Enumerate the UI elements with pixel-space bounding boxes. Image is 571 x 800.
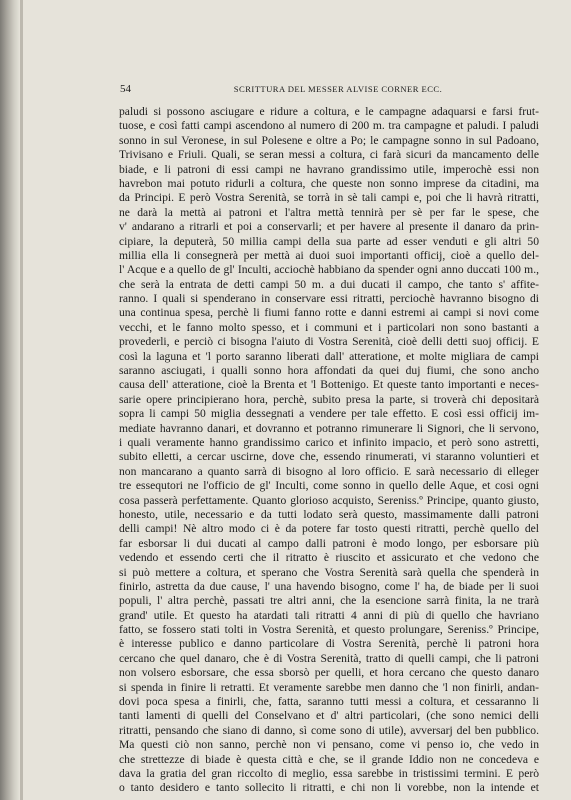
text-line: ne darà la mettà ai patroni et l'altra mettà tennirà per sè per far le spese, che [119,205,539,219]
text-line: vecchi, et le fanno molto spesso, et i communi et i particolari non sono bastanti a [119,320,539,334]
text-line: causa dell' atteratione, cioè la Brenta et 'l Bottenigo. Et queste tanto importanti e neces- [119,378,539,392]
text-line: o tanto desidero e tanto sollecito li ritratti, e chi non li vorebbe, non la intende et [119,781,539,795]
running-title: SCRITTURA DEL MESSER ALVISE CORNER ECC. [233,84,443,94]
text-line: dovi poca spesa a finirli, che, fatta, saranno tutti messi a coltura, et cessaranno li [119,695,539,709]
text-line: ranno. I quali si spenderano in conservare essi ritratti, perciochè havranno bisogno di [119,292,539,306]
text-line: cosa passerà perfettamente. Quanto glorioso acquisto, Sereniss.º Principe, quanto giusto, [119,493,539,507]
text-line: far esborsar li dui ducati al campo dalli patroni è modo longo, per esborsare più [119,536,539,550]
text-line: una continua spesa, perchè li fiumi fanno rotte e danni estremi ai campi si novi come [119,306,539,320]
text-line: populi, l' altra perchè, passati tre altri anni, che la esencione sarrà finita, la ne trarà [119,594,539,608]
text-line: si può mettere a coltura, et sperano che Vostra Serenità sarà quella che spenderà in [119,565,539,579]
text-line: havrebon mai potuto ridurli a coltura, che queste non sonno imprese da citadini, ma [119,176,539,190]
text-line: non mancarano a quanto sarrà di bisogno al loro officio. E sarà necessario di elleger [119,464,539,478]
text-line: cercano che quel danaro, che è di Vostra Serenità, tratto di quelli campi, che li patroni [119,651,539,665]
text-line: ritratti, pensando che siano di danno, sì come sono di utile), avversarj del ben pubblico. [119,723,539,737]
text-line: v' andarano a ritrarli et poi a conservarli; et per havere al presente il danaro da prin- [119,220,539,234]
text-line: provederli, e perciò ci bisogna l'aiuto di Vostra Serenità, cioè delli detti suoj officij. E [119,335,539,349]
text-line: vedendo et essendo certi che il ritratto è riuscito et assicurato et che vedono che [119,551,539,565]
text-line: mediate havranno danari, et dovranno et potranno rimunerare li Signori, che li servono, [119,421,539,435]
page-number: 54 [120,83,131,95]
text-line: cipiare, la deputerà, 50 millia campi della sua parte ad esser venduti e gli altri 50 [119,234,539,248]
text-line: sopra li campi 50 miglia dessegnati a vendere per tale effetto. E così essi officij im- [119,407,539,421]
text-line: tanti lamenti di quelli del Conselvano et d' altri particolari, (che sono nemici delli [119,709,539,723]
text-line: dava la gratia del gran riccolto di meglio, essa sarebbe in tristissimi termini. E però [119,766,539,780]
page-edge [20,0,23,800]
text-line: così la laguna et 'l porto saranno liberati dall' atteratione, et molte migliara de campi [119,349,539,363]
text-line: honesto, utile, necessario e da tutti lodato serà questo, massimamente dalli patroni [119,507,539,521]
text-line: millia ella li consegnerà per mettà ai duoi suoi importanti officij, cioè a quello del- [119,248,539,262]
text-line: si spenda in finire li retratti. Et veramente sarebbe men danno che 'l non finirli, andan- [119,680,539,694]
text-line: Trivisano e Friuli. Quali, se seran messi a coltura, ci farà sicuri da mancamento delle [119,148,539,162]
body-text [119,105,539,796]
text-line: l' Acque e a quello de gl' Inculti, acciochè habbiano da spender ogni anno duccati 100 m., [119,263,539,277]
text-line: Ma questi ciò non sanno, perchè non vi pensano, come vi penso io, che vedo in [119,738,539,752]
text-line: sonno in sul Veronese, in sul Polesene e oltre a Po; le campagne sonno in sul Padoano, [119,133,539,147]
text-line: sarie opere principierano hora, perchè, subito presa la parte, si troverà chi depositarà [119,392,539,406]
text-line: tre essequtori ne l'officio de gl' Inculti, come sonno in quello delle Aque, et cosi ogni [119,479,539,493]
text-line: fatto, se fossero stati tolti in Vostra Serenità, et questo prolungare, Sereniss.º Principe, [119,623,539,637]
text-line: saranno asciugati, i qualli sonno hora affondati da quei duj fiumi, che sono ancho [119,364,539,378]
text-line: grand' utile. Et questo ha atardati tali ritratti 4 anni di più di quello che havriano [119,608,539,622]
text-line: da Principi. E però Vostra Serenità, se torrà in sè tali campi e, poi che li havrà ritratti, [119,191,539,205]
book-spine-shadow [0,0,20,800]
text-line: che serà la entrata de detti campi 50 m. a dui ducati il campo, che tanto s' affite- [119,277,539,291]
text-line: delli campi! Nè altro modo ci è da potere far tosto questi ritratti, perchè quello del [119,522,539,536]
text-line: subito elletti, a cercar uscirne, dove che, essendo rinumerati, vi staranno voluntieri et [119,450,539,464]
text-line: i quali veramente hanno grandissimo carico et infinito impacio, et però sono astretti, [119,435,539,449]
text-line: tuose, e così fatti campi ascendono al numero di 200 m. tra campagne et paludi. I paludi [119,119,539,133]
text-line: paludi si possono asciugare e ridure a coltura, e le campagne adaquarsi e farsi frut- [119,105,539,118]
text-line: che strettezze di biade è questa città e che, se il grande Iddio non ne concedeva e [119,752,539,766]
text-line: non volsero esborsare, che essa sborsò per quelli, et hora cercano che questo danaro [119,666,539,680]
text-line: è interesse publico e danno particolare di Vostra Serenità, perchè li patroni hora [119,637,539,651]
text-line: biade, e li patroni di essi campi ne havrano grandissimo utile, imperochè essi non [119,162,539,176]
text-line: finirlo, astretta da due cause, l' una havendo bisogno, come l' ha, de biade per li suoi [119,579,539,593]
page-header [120,83,530,97]
